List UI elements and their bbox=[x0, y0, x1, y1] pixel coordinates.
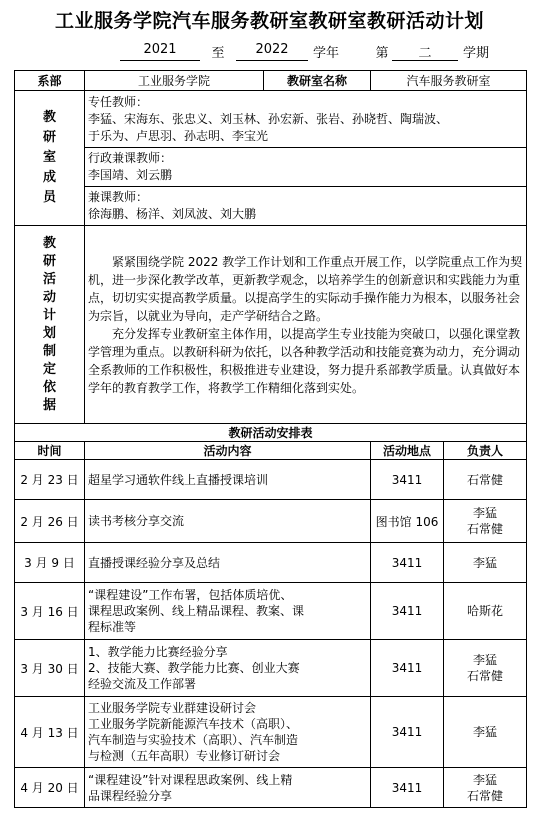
col-content: 活动内容 bbox=[85, 442, 371, 460]
row-person: 李猛 石常健 bbox=[444, 768, 527, 808]
row-content: 读书考核分享交流 bbox=[85, 500, 371, 543]
row-content: 超星学习通软件线上直播授课培训 bbox=[85, 460, 371, 500]
row-place: 3411 bbox=[371, 697, 444, 768]
row-date: 2 月 23 日 bbox=[15, 460, 85, 500]
table-row bbox=[15, 768, 527, 808]
row-person: 石常健 bbox=[444, 460, 527, 500]
schedule-title: 教研活动安排表 bbox=[15, 424, 527, 442]
room-label: 教研室名称 bbox=[264, 71, 371, 91]
table-row bbox=[15, 460, 527, 500]
year-label: 学年 bbox=[312, 46, 339, 61]
fulltime-names-1: 李猛、宋海东、张忠义、刘玉林、孙宏新、张岩、孙晓哲、陶瑞波、 bbox=[88, 111, 449, 126]
row-place: 3411 bbox=[371, 460, 444, 500]
row-content: 1、教学能力比赛经验分享 2、技能大赛、教学能力比赛、创业大赛 经验交流及工作部署 bbox=[85, 640, 371, 697]
members-label: 教 研 室 成 员 bbox=[15, 91, 85, 226]
row-person: 李猛 bbox=[444, 697, 527, 768]
row-place: 3411 bbox=[371, 543, 444, 583]
row-content: “课程建设”针对课程思政案例、线上精 品课程经验分享 bbox=[85, 768, 371, 808]
parttime-title: 兼课教师： bbox=[88, 190, 149, 204]
year-separator: 至 bbox=[211, 46, 225, 61]
row-place: 3411 bbox=[371, 583, 444, 640]
row-person: 李猛 bbox=[444, 543, 527, 583]
dept-label: 系部 bbox=[15, 71, 85, 91]
table-row bbox=[15, 640, 527, 697]
term-line bbox=[0, 42, 539, 64]
document-title: 工业服务学院汽车服务教研室教研室教研活动计划 bbox=[54, 10, 484, 32]
admin-teachers bbox=[85, 148, 527, 187]
basis-label: 教 研 活 动 计 划 制 定 依 据 bbox=[15, 226, 85, 424]
basis-paragraph-2: 充分发挥专业教研室主体作用，以提高学生专业技能为突破口，以强化课堂教学管理为重点。以教研科研为依托，以各种教学活动和技能竞赛为动力，充分调动全系教师的工作积极性，积极推进专业建设，努力提升系部教学质量。认真做好本学年的教育教学工作，将教学工作精细化落到实处。 bbox=[88, 326, 521, 395]
year-end: 2022 bbox=[236, 42, 308, 61]
basis-paragraph-1: 紧紧围绕学院 2022 教学工作计划和工作重点开展工作，以学院重点工作为契机，进一步深化教学改革，更新教学观念，以培养学生的创新意识和实践能力为重点，切切实实提高教学质量。以提高学生的实际动手操作能力为根本，以服务社会为宗旨，以就业为导向，走产学研结合之路。 bbox=[88, 254, 523, 323]
admin-names: 李国靖、刘云鹏 bbox=[88, 168, 173, 182]
row-place: 图书馆 106 bbox=[371, 500, 444, 543]
row-place: 3411 bbox=[371, 640, 444, 697]
row-date: 3 月 30 日 bbox=[15, 640, 85, 697]
row-content: “课程建设”工作布署，包括体质培优、 课程思政案例、线上精品课程、教案、课 程标准等 bbox=[85, 583, 371, 640]
col-person: 负责人 bbox=[444, 442, 527, 460]
basis-text bbox=[85, 226, 527, 424]
row-person: 哈斯花 bbox=[444, 583, 527, 640]
row-person: 李猛 石常健 bbox=[444, 640, 527, 697]
row-date: 4 月 13 日 bbox=[15, 697, 85, 768]
room-value: 汽车服务教研室 bbox=[371, 71, 527, 91]
row-place: 3411 bbox=[371, 768, 444, 808]
parttime-teachers bbox=[85, 187, 527, 226]
col-time: 时间 bbox=[15, 442, 85, 460]
row-content: 工业服务学院专业群建设研讨会 工业服务学院新能源汽车技术（高职）、 汽车制造与实验技术（高职）、汽车制造 与检测（五年高职）专业修订研讨会 bbox=[85, 697, 371, 768]
col-place: 活动地点 bbox=[371, 442, 444, 460]
row-date: 4 月 20 日 bbox=[15, 768, 85, 808]
fulltime-title: 专任教师： bbox=[88, 94, 149, 109]
table-row bbox=[15, 583, 527, 640]
fulltime-teachers bbox=[85, 91, 527, 148]
admin-title: 行政兼课教师： bbox=[88, 151, 173, 165]
table-row bbox=[15, 500, 527, 543]
row-date: 3 月 9 日 bbox=[15, 543, 85, 583]
term-label: 学期 bbox=[462, 46, 489, 61]
plan-table bbox=[14, 70, 527, 808]
dept-value: 工业服务学院 bbox=[85, 71, 264, 91]
row-person: 李猛 石常健 bbox=[444, 500, 527, 543]
row-date: 2 月 26 日 bbox=[15, 500, 85, 543]
parttime-names: 徐海鹏、杨洋、刘凤波、刘大鹏 bbox=[88, 207, 257, 221]
row-date: 3 月 16 日 bbox=[15, 583, 85, 640]
table-row bbox=[15, 543, 527, 583]
term-number: 二 bbox=[392, 42, 458, 61]
fulltime-names-2: 于乐为、卢思羽、孙志明、李宝光 bbox=[88, 128, 269, 143]
table-row bbox=[15, 697, 527, 768]
term-prefix: 第 bbox=[375, 46, 389, 61]
year-start: 2021 bbox=[120, 42, 200, 61]
row-content: 直播授课经验分享及总结 bbox=[85, 543, 371, 583]
